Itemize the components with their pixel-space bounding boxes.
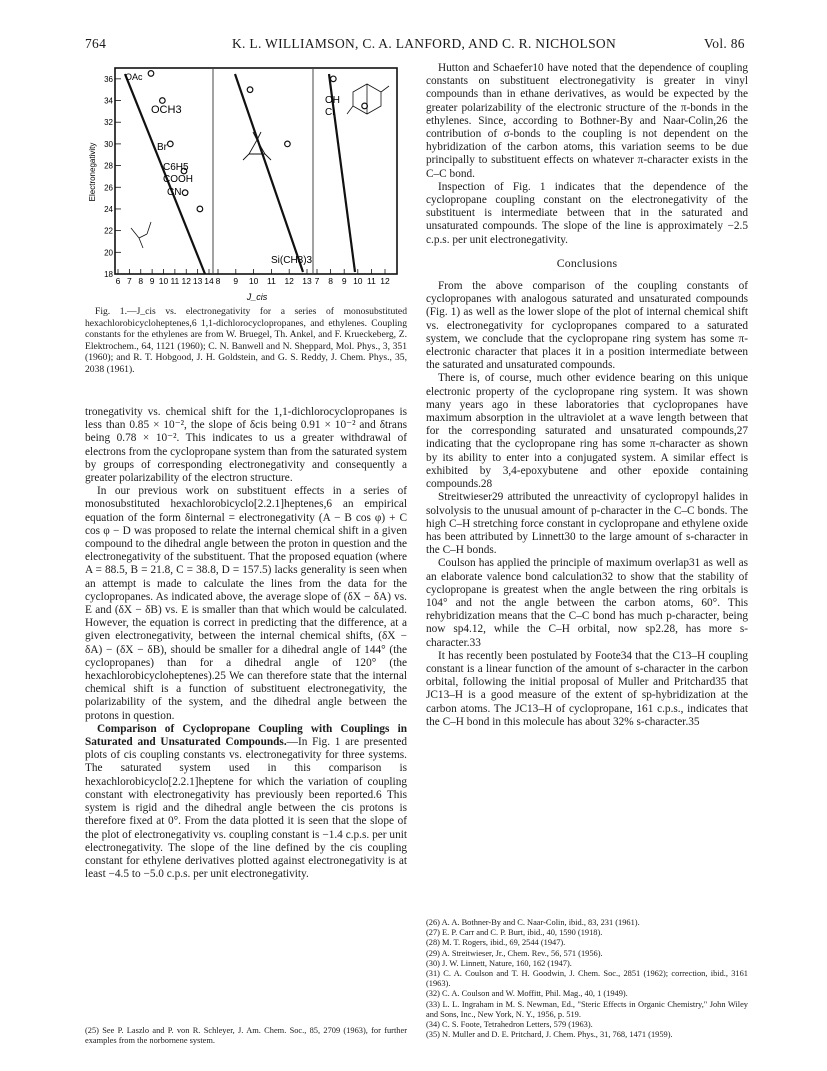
right-paragraph-1: Hutton and Schaefer10 have noted that the dependence of coupling constants on substituent electronegativity is greater in vinyl compounds than in ethane derivatives, as would be expected by the greater polarizability of the electronic structure of the π-bonds in the ethylenes. Since, according to Bothner-By and Naar-Colin,26 the contribution of σ-bonds to the coupling is not dependent on the hybridization of the carbon atoms, this variation seems to be due principally to substituent effects on whatever π-character exists in the C–C bond. — [426, 62, 748, 180]
footnote-25 — [85, 1026, 407, 1046]
label-oh: OH — [325, 95, 340, 106]
figure-caption — [85, 306, 407, 376]
y-tick-label: 36 — [104, 74, 113, 84]
data-point — [160, 98, 166, 104]
plot-frame — [115, 68, 397, 274]
label-cl: Cl — [325, 107, 335, 118]
x-tick-label: 8 — [215, 276, 221, 286]
x-tick-label: 11 — [366, 276, 376, 286]
section-heading-comparison: Comparison of Cyclopropane Coupling with Couplings in Saturated and Unsaturated Compounds. — [85, 722, 407, 749]
data-point — [247, 87, 253, 93]
reference-item: (30) J. W. Linnett, Nature, 160, 162 (1947). — [426, 958, 572, 968]
reference-item: (33) L. L. Ingraham in M. S. Newman, Ed., "Steric Effects in Organic Chemistry," John Wiley and Sons, Inc., New York, N. Y., 1956, p. 519. — [426, 999, 748, 1019]
label-br: Br — [157, 142, 167, 153]
y-tick-label: 24 — [104, 204, 113, 214]
x-tick-label: 7 — [127, 276, 132, 286]
x-axis-label: J_cis — [246, 292, 268, 302]
x-tick-label: 13 — [192, 276, 203, 286]
x-tick-label: 12 — [284, 276, 294, 286]
x-tick-label: 9 — [341, 276, 347, 286]
y-tick-label: 22 — [104, 226, 113, 236]
y-tick-label: 32 — [104, 118, 113, 128]
x-tick-labels — [116, 269, 390, 286]
y-tick-label: 30 — [104, 139, 113, 149]
left-column — [85, 406, 407, 881]
right-paragraph-6: Coulson has applied the principle of maximum overlap31 as well as an elaborate valence bond calculation32 to show that the stability of cyclopropane is greatest when the angle between the ring orbitals is 104° and not the angle between the carbon atoms, 60°. This rehybridization means that the C–C bond has much p-character, being now sp4.12, while the C–H orbital, now sp2.28, has more s-character.33 — [426, 557, 748, 649]
reference-item: (27) E. P. Carr and C. P. Burt, ibid., 40, 1590 (1918). — [426, 928, 603, 938]
reference-item: (31) C. A. Coulson and T. H. Goodwin, J. Chem. Soc., 2851 (1962); correction, ibid., 3161 (1963). — [426, 969, 748, 989]
label-cooh: COOH — [163, 174, 193, 185]
reference-item: (34) C. S. Foote, Tetrahedron Letters, 579 (1963). — [426, 1020, 593, 1030]
y-tick-label: 34 — [104, 96, 113, 106]
left-paragraph-3: —In Fig. 1 are presented plots of cis coupling constants vs. electronegativity for three systems. The saturated system used in this comparison is hexachlorobicyclo[2.2.1]heptene for which the variation of coupling constant with electronegativity has previously been reported.6 This system is rigid and the dihedral angle between the cis protons is therefore fixed at 0°. From the data plotted it is seen that the slope of the plot of electronegativity vs. coupling constant is −1.4 c.p.s. per unit electronegativity. The slope of the line defined by the cis coupling constant for ethylene derivatives plotted against electronegativity is at least −4.5 to −5.0 c.p.s. per unit electronegativity. — [85, 736, 408, 881]
data-point — [148, 71, 154, 77]
right-paragraph-3: From the above comparison of the coupling constants of cyclopropanes with analogous saturated and unsaturated compounds (Fig. 1) as well as the lower slope of the plot of internal chemical shift vs. electronegativity for cyclopropanes compared to a saturated system, we conclude that the cyclopropane ring system has some π-electronic character that places it in a position intermediate between the saturated and unsaturated compounds. — [426, 280, 748, 372]
right-paragraph-7: It has recently been postulated by Foote34 that the C13–H coupling constant is a linear function of the amount of s-character in the carbon orbital, following the initial proposal of Muller and Pritchard35 that JC13–H is a good measure of the extent of sp-hybridization at the carbon atoms. The JC13–H of cyclopropane, 161 c.p.s., indicates that the C–H bond in this molecule has about 32% s-character.35 — [426, 649, 748, 728]
x-tick-label: 13 — [302, 276, 312, 286]
x-tick-label: 7 — [314, 276, 320, 286]
y-tick-labels — [104, 75, 121, 279]
data-point — [168, 141, 174, 147]
data-point — [285, 141, 291, 147]
y-tick-label: 28 — [104, 161, 113, 171]
x-tick-label: 10 — [248, 276, 259, 286]
label-oac: OAc — [125, 72, 143, 82]
label-och3: OCH3 — [151, 104, 182, 116]
left-paragraph-1: tronegativity vs. chemical shift for the 1,1-dichlorocyclopropanes is less than 0.85 × 10⁻², the slope of δcis being 0.91 × 10⁻² and δtrans being 0.78 × 10⁻². This indicates to us a greater withdrawal of electrons from the cyclopropane system than from the saturated system by groups of corresponding electronegativity and consequently a greater polarizability of the electron structure. — [85, 406, 407, 485]
left-paragraph-2: In our previous work on substituent effects in a series of monosubstituted hexachlorobicyclo[2.2.1]heptenes,6 an empirical equation of the form δinternal = electronegativity (A − B cos φ) + C cos φ − D was proposed to relate the internal chemical shift in a given compound to the dihedral angle between the proton in question and the electronegativity of the substituent. That the proposed equation (where A = 88.5, B = 21.8, C = 38.8, D = 157.5) lacks generality is seen when an attempt is made to calculate the lines from the data for the cyclopropanes. As indicated above, the average slope of (δX − δA) vs. E and (δX − δB) vs. E is smaller than that which would be calculated. However, the equation is correct in predicting that the difference, at a given electronegativity, between the internal chemical shifts, (δX − δA) − (δX − δB), should be smaller for a dihedral angle of 144° (the cyclopropanes) than for a dihedral angle of 120° (the hexachlorobicycloheptenes).25 We can therefore state that the internal chemical shift is a function of substituent electronegativity, the polarizability of the system, and the dihedral angle between the protons in question. — [85, 485, 407, 722]
right-paragraph-2: Inspection of Fig. 1 indicates that the dependence of the cyclopropane coupling constant on the electronegativity of the substituent is intermediate between that in the saturated and unsaturated compounds. The slope of the line is approximately −2.5 c.p.s. per unit electronegativity. — [426, 180, 748, 246]
x-tick-label: 11 — [266, 276, 276, 286]
figure-1-plot — [85, 62, 405, 302]
y-tick-label: 18 — [104, 270, 113, 279]
x-tick-label: 9 — [233, 276, 239, 286]
structure-bicycloheptene-icon — [347, 84, 389, 114]
data-point — [362, 103, 368, 109]
figure-1 — [85, 62, 405, 302]
page-number: 764 — [85, 36, 107, 51]
reference-list — [426, 918, 748, 1040]
right-paragraph-5: Streitwieser29 attributed the unreactivity of cyclopropyl halides in solvolysis to the unusual amount of p-character in the C–C bonds. The high C–H stretching force constant in cyclopropane and ethylene oxide has been attributed by Linnett30 to the large amount of s-character in the C–H bonds. — [426, 491, 748, 557]
reference-item: (29) A. Streitwieser, Jr., Chem. Rev., 56, 571 (1956). — [426, 948, 603, 958]
x-tick-label: 6 — [115, 276, 121, 286]
running-head-authors: K. L. WILLIAMSON, C. A. LANFORD, AND C. R. NICHOLSON — [232, 36, 616, 51]
y-tick-label: 26 — [104, 183, 113, 193]
footnote-text: (25) See P. Laszlo and P. von R. Schleyer, J. Am. Chem. Soc., 85, 2709 (1963), for further examples from the norbornene system. — [85, 1026, 407, 1046]
x-tick-label: 11 — [170, 276, 180, 286]
x-tick-label: 8 — [138, 276, 144, 286]
reference-item: (26) A. A. Bothner-By and C. Naar-Colin, ibid., 83, 231 (1961). — [426, 918, 640, 927]
right-paragraph-4: There is, of course, much other evidence bearing on this unique electronic property of the cyclopropane ring system. It was shown many years ago in these laboratories that cyclopropanes have maximum absorption in the ultraviolet at a wave length between that for the corresponding saturated and unsaturated compounds,27 indicating that the cyclopropane ring has some π-character as shown by its ability to enter into a conjugated system. A similar effect is exhibited by 3,4-epoxybutene and other epoxide containing compounds.28 — [426, 372, 748, 491]
data-point — [197, 206, 203, 212]
reference-item: (28) M. T. Rogers, ibid., 69, 2544 (1947). — [426, 938, 566, 948]
right-column — [426, 62, 748, 729]
label-cn: CN — [167, 187, 182, 198]
x-tick-label: 10 — [353, 276, 363, 286]
structure-ethylene-icon — [131, 222, 151, 248]
x-tick-label: 9 — [149, 276, 155, 286]
caption-text: Fig. 1.—J_cis vs. electronegativity for a series of monosubstituted hexachlorobicycloheptenes,6 1,1-dichlorocyclopropanes, and ethylenes. Coupling constants for the ethylenes are from W. Bruegel, Th. Ankel, and F. Krueckeberg, Z. Elektrochem., 64, 1121 (1960); C. N. Banwell and N. Sheppard, Mol. Phys., 3, 351 (1960); and R. T. Hobgood, J. H. Goldstein, and G. S. Reddy, J. Chem. Phys., 35, 2038 (1961). — [85, 306, 407, 375]
label-sich3: Si(CH3)3 — [271, 255, 313, 266]
y-tick-label: 20 — [104, 248, 113, 258]
trend-line-cyclopropanes — [235, 74, 303, 272]
x-tick-label: 12 — [181, 276, 191, 286]
section-heading-conclusions: Conclusions — [556, 255, 618, 270]
volume-label: Vol. 86 — [704, 36, 745, 51]
data-point — [182, 190, 188, 196]
x-tick-label: 12 — [380, 276, 390, 286]
data-point — [331, 76, 337, 82]
reference-item: (32) C. A. Coulson and W. Moffitt, Phil. Mag., 40, 1 (1949). — [426, 989, 628, 999]
x-tick-label: 8 — [328, 276, 333, 286]
x-tick-label: 10 — [158, 276, 169, 286]
label-c6h5: C6H5 — [163, 162, 189, 173]
y-axis-label: Electronegativity — [88, 142, 97, 202]
reference-item: (35) N. Muller and D. E. Pritchard, J. Chem. Phys., 31, 768, 1471 (1959). — [426, 1030, 673, 1040]
x-tick-label: 14 — [204, 276, 214, 286]
